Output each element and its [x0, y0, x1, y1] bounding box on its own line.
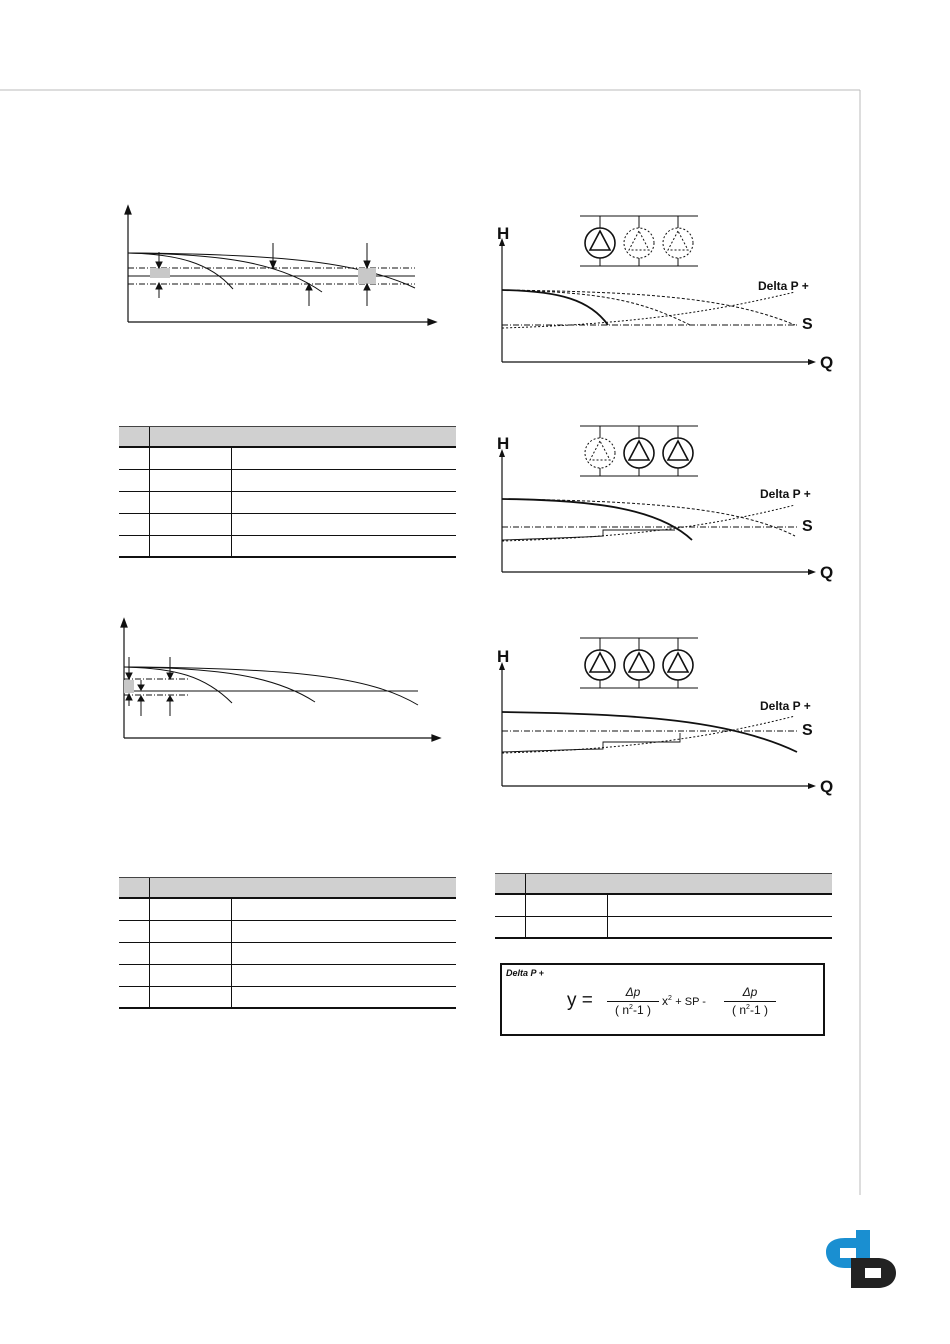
axis-h-label: H [497, 224, 510, 243]
axis-q-label: Q [820, 563, 834, 582]
formula-numerator: Δp [625, 985, 641, 999]
axis-h-label: H [497, 647, 510, 666]
formula-numerator: Δp [742, 985, 758, 999]
formula-lhs: y = [567, 990, 593, 1011]
setpoint-label: S [802, 316, 813, 333]
axis-q-label: Q [820, 777, 834, 796]
formula-denominator: ( $n^2-1$ ) [732, 1003, 768, 1017]
delta-p-label: Delta P + [758, 279, 809, 293]
axis-q-label: Q [820, 353, 834, 372]
axis-h-label: H [497, 434, 510, 453]
setpoint-label: S [802, 722, 813, 739]
delta-p-label: Delta P + [760, 487, 811, 501]
setpoint-label: S [802, 518, 813, 535]
formula-middle: $x^2$ + SP - [662, 994, 706, 1008]
formula-denominator: ( $n^2-1$ ) [615, 1003, 651, 1017]
delta-p-label: Delta P + [760, 699, 811, 713]
formula-tag: Delta P + [506, 968, 544, 978]
